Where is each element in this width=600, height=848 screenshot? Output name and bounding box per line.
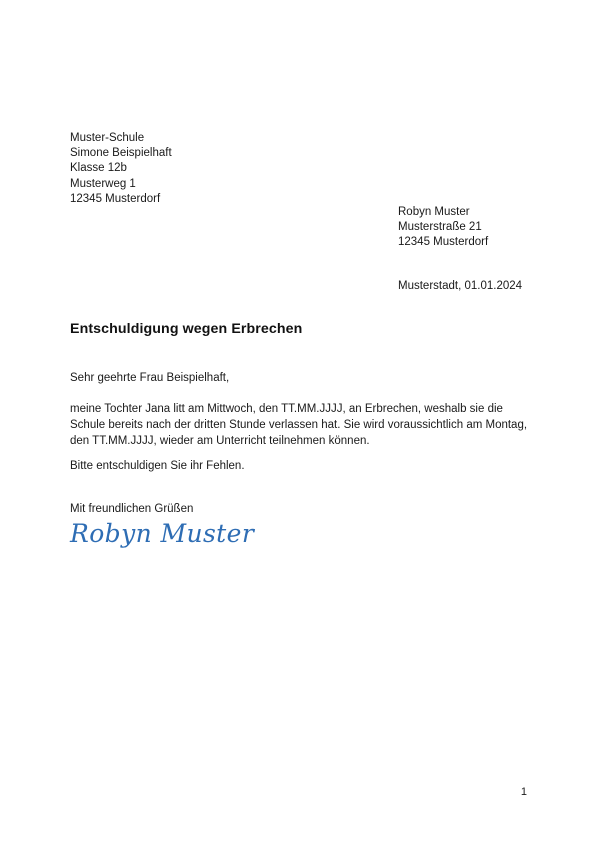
- recipient-line-organization: Muster-Schule: [70, 132, 145, 144]
- recipient-line-street: Musterweg 1: [70, 177, 136, 190]
- sender-line-name: Robyn Muster: [398, 206, 470, 218]
- sender-line-street: Musterstraße 21: [398, 221, 482, 234]
- recipient-line-class: Klasse 12b: [70, 162, 127, 175]
- place-and-date: Musterstadt, 01.01.2024: [398, 280, 523, 292]
- body-paragraph: meine Tochter Jana litt am Mittwoch, den TT.MM.JJJJ, an Erbrechen, weshalb sie die Schule bereits nach der dritten Stunde verlassen hat. Sie wird voraussichtlich am Montag, den TT.MM.JJJJ, wieder am Unterricht teilnehmen können.: [70, 403, 528, 448]
- subject-heading: Entschuldigung wegen Erbrechen: [70, 321, 303, 337]
- recipient-line-person: Simone Beispielhaft: [70, 147, 172, 160]
- page-number: 1: [520, 786, 527, 798]
- closing-request: Bitte entschuldigen Sie ihr Fehlen.: [70, 460, 245, 472]
- recipient-address-block: [70, 131, 172, 207]
- salutation: Sehr geehrte Frau Beispielhaft,: [70, 372, 230, 384]
- signoff-line: Mit freundlichen Grüßen: [70, 503, 194, 515]
- sender-address-block: [398, 205, 488, 251]
- handwritten-signature: Robyn Muster: [70, 519, 255, 548]
- sender-line-city: 12345 Musterdorf: [398, 236, 489, 249]
- recipient-line-city: 12345 Musterdorf: [70, 192, 161, 205]
